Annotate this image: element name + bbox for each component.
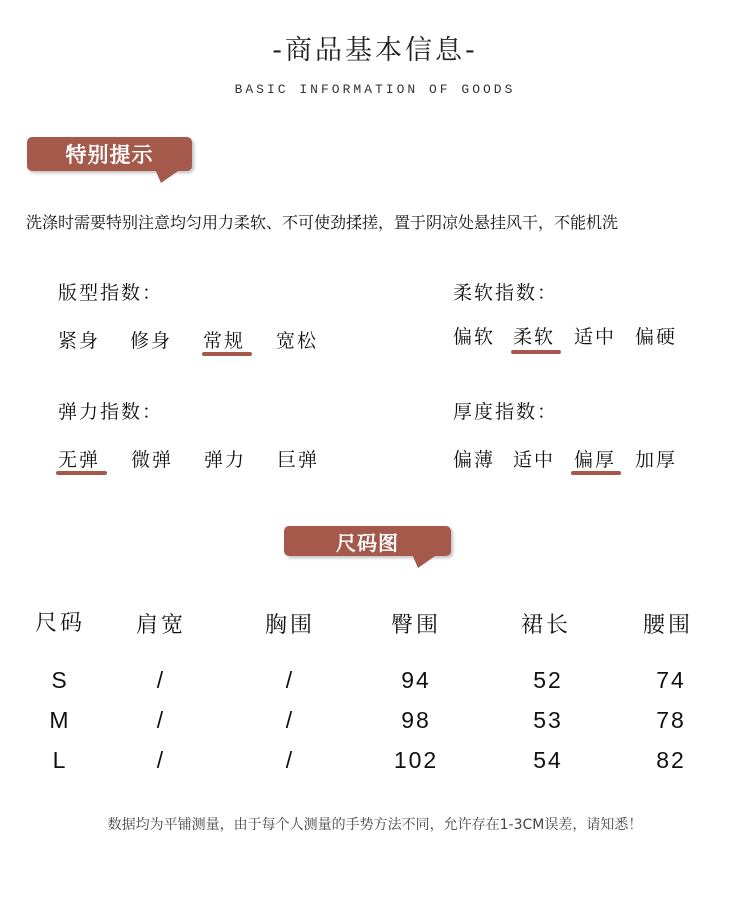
size-header: 尺码 <box>34 611 85 636</box>
elasticity-index-label: 弹力指数： <box>58 401 164 423</box>
table-cell: / <box>156 747 166 773</box>
waist-header: 腰围 <box>642 613 693 638</box>
fit-option-3: 常规 <box>203 330 246 352</box>
table-cell: 74 <box>656 667 686 693</box>
table-cell: / <box>156 667 166 693</box>
thickness-selected-underline <box>571 471 621 475</box>
table-cell: / <box>285 667 295 693</box>
thickness-option-3: 偏厚 <box>574 449 617 471</box>
softness-option-1: 偏软 <box>453 326 496 348</box>
table-cell: / <box>156 707 166 733</box>
thickness-option-4: 加厚 <box>635 449 678 471</box>
elasticity-option-2: 微弹 <box>131 449 174 471</box>
table-cell: 82 <box>656 747 686 773</box>
tip-badge <box>27 137 192 171</box>
fit-option-4: 宽松 <box>276 330 319 352</box>
table-cell: 94 <box>401 667 431 693</box>
page-subtitle: BASIC INFORMATION OF GOODS <box>234 82 516 97</box>
table-cell: 102 <box>393 747 439 773</box>
elasticity-option-4: 巨弹 <box>277 449 320 471</box>
fit-selected-underline <box>202 352 252 356</box>
softness-option-3: 适中 <box>574 326 617 348</box>
page-title: -商品基本信息- <box>272 35 478 66</box>
care-instruction: 洗涤时需要特别注意均匀用力柔软、不可使劲揉搓，置于阴凉处悬挂风干，不能机洗 <box>26 213 619 232</box>
table-cell: / <box>285 747 295 773</box>
fit-option-1: 紧身 <box>58 330 101 352</box>
tip-badge-label: 特别提示 <box>27 137 192 171</box>
bubble-tail-icon <box>412 554 438 568</box>
bubble-tail-icon <box>155 169 181 183</box>
table-cell: 78 <box>656 707 686 733</box>
softness-option-2: 柔软 <box>513 326 556 348</box>
table-cell: L <box>52 747 68 773</box>
thickness-option-2: 适中 <box>513 449 556 471</box>
table-cell: / <box>285 707 295 733</box>
softness-index-label: 柔软指数： <box>453 282 559 304</box>
thickness-option-1: 偏薄 <box>453 449 496 471</box>
shoulder-header: 肩宽 <box>135 613 186 638</box>
bust-header: 胸围 <box>264 613 315 638</box>
softness-option-4: 偏硬 <box>635 326 678 348</box>
elasticity-option-1: 无弹 <box>58 449 101 471</box>
table-cell: 54 <box>533 747 563 773</box>
table-cell: M <box>49 707 71 733</box>
measurement-note: 数据均为平铺测量，由于每个人测量的手势方法不同，允许存在1-3CM误差，请知悉！ <box>107 817 643 833</box>
skirt-length-header: 裙长 <box>520 613 571 638</box>
fit-option-2: 修身 <box>130 330 173 352</box>
thickness-index-label: 厚度指数： <box>453 401 559 423</box>
size-chart-badge-label: 尺码图 <box>284 526 451 556</box>
table-cell: S <box>51 667 69 693</box>
elasticity-option-3: 弹力 <box>204 449 247 471</box>
fit-index-label: 版型指数： <box>58 282 164 304</box>
hip-header: 臀围 <box>390 613 441 638</box>
table-cell: 98 <box>401 707 431 733</box>
size-chart-badge <box>284 526 451 556</box>
softness-selected-underline <box>511 350 561 354</box>
table-cell: 52 <box>533 667 563 693</box>
elasticity-selected-underline <box>56 471 107 475</box>
table-cell: 53 <box>533 707 563 733</box>
